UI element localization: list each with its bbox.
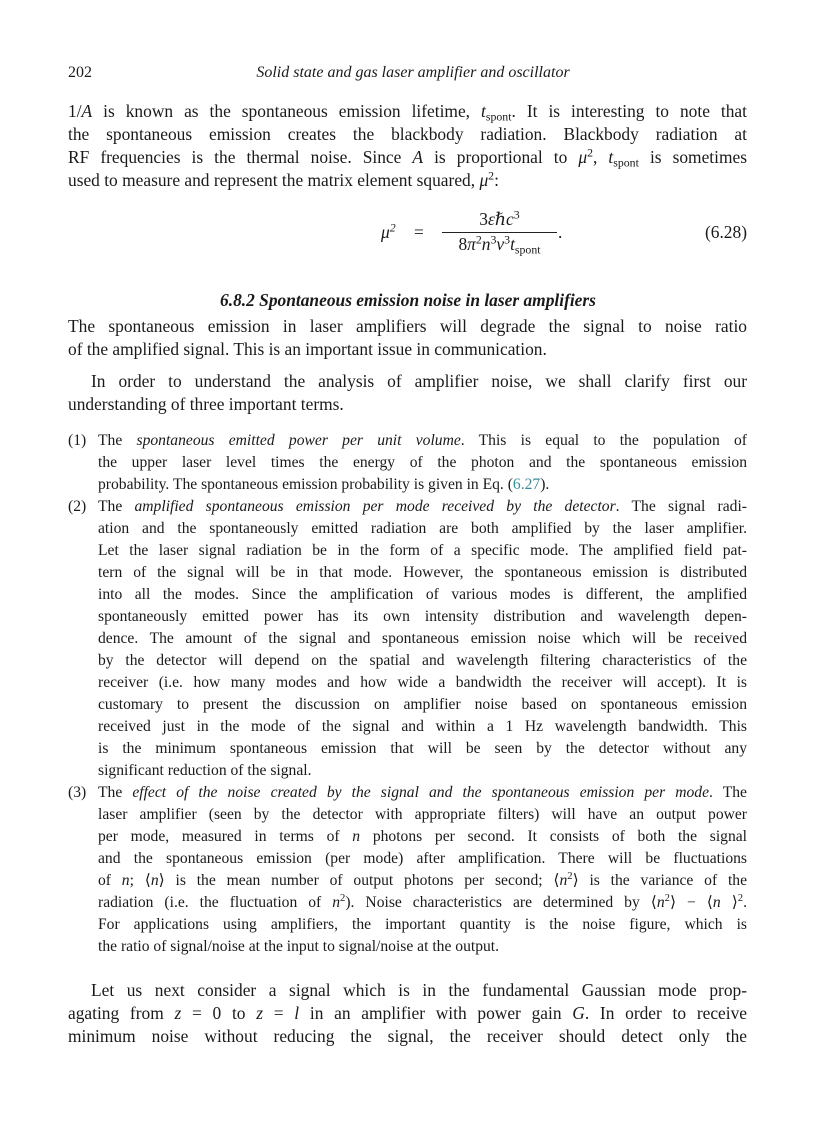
text-run: by the detector will depend on the spatial and wavelength filtering characteristics of the	[98, 652, 747, 669]
text-line	[98, 628, 747, 650]
section-heading: 6.8.2 Spontaneous emission noise in laser amplifiers	[220, 290, 596, 310]
text-run: ). Noise characteristics are determined by ⟨	[345, 894, 657, 911]
equation-6-28	[68, 208, 747, 258]
denominator	[442, 233, 557, 255]
list-item	[68, 782, 747, 958]
subscript: spont	[514, 242, 541, 257]
italic-text: t	[608, 147, 614, 167]
list-item	[68, 496, 747, 782]
text-line	[68, 370, 747, 393]
text-run: ).	[540, 476, 550, 493]
text-line	[98, 760, 747, 782]
italic-text: t	[481, 101, 486, 121]
text-run: Let the laser signal radiation be in the form of a specific mode. The amplified field pat-	[98, 542, 747, 559]
paragraph-4	[68, 979, 747, 1048]
text-run: laser amplifier (seen by the detector with appropriate filters) will have an output power	[98, 806, 747, 823]
italic-text: μ	[578, 147, 588, 167]
italic-text: z	[174, 1003, 182, 1023]
italic-text: n	[121, 872, 130, 889]
text-run: into all the modes. Since the amplification of various modes is different, the amplified	[98, 586, 747, 603]
italic-text: G	[572, 1003, 585, 1023]
text-run: dence. The amount of the signal and spontaneous emission noise which will be received	[98, 630, 747, 647]
italic-text: εℏc	[488, 209, 514, 229]
text-run: ; ⟨	[129, 872, 151, 889]
text-run: The	[98, 432, 137, 449]
text-line	[98, 782, 747, 804]
text-run: 1/	[68, 101, 82, 121]
italic-text: z	[256, 1003, 263, 1023]
text-run: agating from	[68, 1003, 175, 1023]
italic-text: A	[412, 147, 424, 167]
text-line	[68, 1002, 747, 1025]
italic-text: n	[481, 234, 491, 254]
text-line	[68, 100, 747, 123]
text-line	[98, 562, 747, 584]
list-number: (3)	[68, 784, 87, 801]
text-run: the ratio of signal/noise at the input to signal/noise at the output.	[98, 938, 500, 955]
text-run: customary to present the discussion on amplifier noise based on spontaneous emission	[98, 696, 747, 713]
equation-number: (6.28)	[704, 222, 747, 242]
text-run: minimum noise without reducing the signal, the receiver should detect only the	[68, 1026, 747, 1046]
text-line	[68, 169, 747, 192]
text-line	[98, 518, 747, 540]
text-run: The	[98, 784, 133, 801]
italic-text: n	[559, 872, 568, 889]
text-run: significant reduction of the signal.	[98, 762, 312, 779]
italic-text: t	[510, 234, 515, 254]
text-run: is known as the spontaneous emission lifetime,	[92, 101, 482, 121]
text-line	[98, 452, 747, 474]
text-run: received just in the mode of the signal and within a 1 Hz wavelength bandwidth. This	[98, 718, 747, 735]
italic-text: π	[467, 234, 476, 254]
text-run: 8	[458, 234, 468, 254]
text-run: The	[98, 498, 135, 515]
numbered-list	[68, 430, 747, 958]
text-run: the spontaneous emission creates the blackbody radiation. Blackbody radiation at	[68, 124, 747, 144]
text-run: is the minimum spontaneous emission that will be seen by the detector without any	[98, 740, 747, 757]
text-line	[98, 870, 747, 892]
text-line	[98, 474, 747, 496]
superscript: 2	[664, 893, 670, 905]
italic-text: amplified spontaneous emission per mode received by the detector	[134, 498, 616, 515]
text-run: is sometimes	[638, 147, 747, 167]
text-line	[68, 146, 747, 169]
text-run: receiver (i.e. how many modes and how wide a bandwidth the receiver will accept). It is	[98, 674, 747, 691]
italic-text: n	[352, 828, 361, 845]
equals-sign: =	[414, 222, 424, 242]
italic-text: ν	[496, 234, 505, 254]
text-run: In order to understand the analysis of amplifier noise, we shall clarify first our	[91, 371, 747, 391]
text-line	[98, 804, 747, 826]
equation-lhs	[381, 222, 396, 243]
text-run: of	[98, 872, 122, 889]
text-run: photons per second. It consists of both the signal	[360, 828, 747, 845]
text-line	[98, 716, 747, 738]
text-line	[98, 650, 747, 672]
running-title: Solid state and gas laser amplifier and oscillator	[256, 64, 570, 81]
text-line	[98, 738, 747, 760]
text-line	[98, 848, 747, 870]
superscript: 3	[513, 207, 520, 222]
superscript: 2	[737, 893, 744, 905]
text-run: . This is equal to the population of	[460, 432, 747, 449]
text-run: radiation (i.e. the fluctuation of	[98, 894, 333, 911]
list-number: (2)	[68, 498, 87, 515]
italic-text: effect of the noise created by the signal and the spontaneous emission per mode	[132, 784, 710, 801]
text-line	[98, 606, 747, 628]
text-line	[98, 694, 747, 716]
text-line	[98, 672, 747, 694]
text-line	[98, 826, 747, 848]
text-run: =	[263, 1003, 295, 1023]
text-run: ⟩ is the variance of the	[572, 872, 747, 889]
power: 2	[389, 220, 396, 235]
italic-text: n	[712, 894, 721, 911]
subscript: spont	[485, 109, 512, 123]
text-run: The spontaneous emission in laser amplifiers will degrade the signal to noise ratio	[68, 316, 747, 336]
text-line	[98, 496, 747, 518]
text-run: used to measure and represent the matrix element squared,	[68, 170, 480, 190]
italic-text: n	[332, 894, 341, 911]
italic-text: n	[150, 872, 159, 889]
italic-text: spontaneous emitted power per unit volume	[136, 432, 461, 449]
list-item	[68, 430, 747, 496]
text-run: 3	[479, 209, 488, 229]
italic-text: l	[294, 1003, 300, 1023]
text-line	[98, 936, 747, 958]
paragraph-1	[68, 100, 747, 192]
text-line	[68, 393, 747, 416]
text-run: ation and the spontaneously emitted radiation are both amplified by the laser amplifier.	[98, 520, 747, 537]
text-line	[98, 914, 747, 936]
text-run: . In order to receive	[584, 1003, 747, 1023]
text-line	[68, 123, 747, 146]
text-run: . The	[709, 784, 747, 801]
text-run: ,	[593, 147, 609, 167]
text-run: :	[494, 170, 499, 190]
list-number: (1)	[68, 432, 87, 449]
text-run: tern of the signal will be in that mode. However, the spontaneous emission is distributed	[98, 564, 747, 581]
text-run: ⟩ − ⟨	[669, 894, 713, 911]
text-run: RF frequencies is the thermal noise. Since	[68, 147, 413, 167]
text-run: is proportional to	[423, 147, 579, 167]
italic-text: A	[81, 101, 93, 121]
text-run: . The signal radi-	[615, 498, 747, 515]
mu-symbol: μ	[381, 222, 390, 242]
text-line	[98, 540, 747, 562]
superscript: 2	[340, 893, 346, 905]
numerator	[442, 208, 557, 233]
superscript: 2	[567, 871, 573, 883]
text-run: = 0 to	[181, 1003, 257, 1023]
italic-text: n	[656, 894, 665, 911]
text-line	[68, 315, 747, 338]
text-run: ⟩ is the mean number of output photons per second; ⟨	[158, 872, 560, 889]
superscript: 3	[504, 232, 511, 247]
text-run: For applications using amplifiers, the important quantity is the noise figure, which is	[98, 916, 747, 933]
text-run: ⟩	[720, 894, 738, 911]
equation-period: .	[558, 222, 563, 242]
text-run: per mode, measured in terms of	[98, 828, 353, 845]
equation-reference-link[interactable]: 6.27	[512, 476, 541, 493]
superscript: 2	[475, 232, 482, 247]
text-run: spontaneously emitted power has its own intensity distribution and wavelength depen-	[98, 608, 747, 625]
subscript: spont	[613, 155, 639, 169]
text-run: . It is interesting to note that	[511, 101, 747, 121]
superscript: 2	[587, 146, 593, 160]
text-line	[68, 338, 747, 361]
paragraph-3	[68, 370, 747, 416]
text-line	[98, 430, 747, 452]
text-run: in an amplifier with power gain	[299, 1003, 573, 1023]
text-run: .	[743, 894, 747, 911]
text-line	[98, 584, 747, 606]
page-number: 202	[68, 64, 92, 81]
text-run: of the amplified signal. This is an important issue in communication.	[68, 339, 547, 359]
text-run: and the spontaneous emission (per mode) after amplification. There will be fluctuations	[98, 850, 747, 867]
text-line	[68, 979, 747, 1002]
fraction	[442, 208, 557, 255]
italic-text: μ	[479, 170, 489, 190]
text-line	[98, 892, 747, 914]
text-run: the upper laser level times the energy of the photon and the spontaneous emission	[98, 454, 747, 471]
text-run: Let us next consider a signal which is in the fundamental Gaussian mode prop-	[91, 980, 747, 1000]
text-run: probability. The spontaneous emission probability is given in Eq. (	[98, 476, 513, 493]
superscript: 3	[490, 232, 497, 247]
text-run: understanding of three important terms.	[68, 394, 344, 414]
superscript: 2	[488, 169, 495, 183]
paragraph-2	[68, 315, 747, 361]
text-line	[68, 1025, 747, 1048]
